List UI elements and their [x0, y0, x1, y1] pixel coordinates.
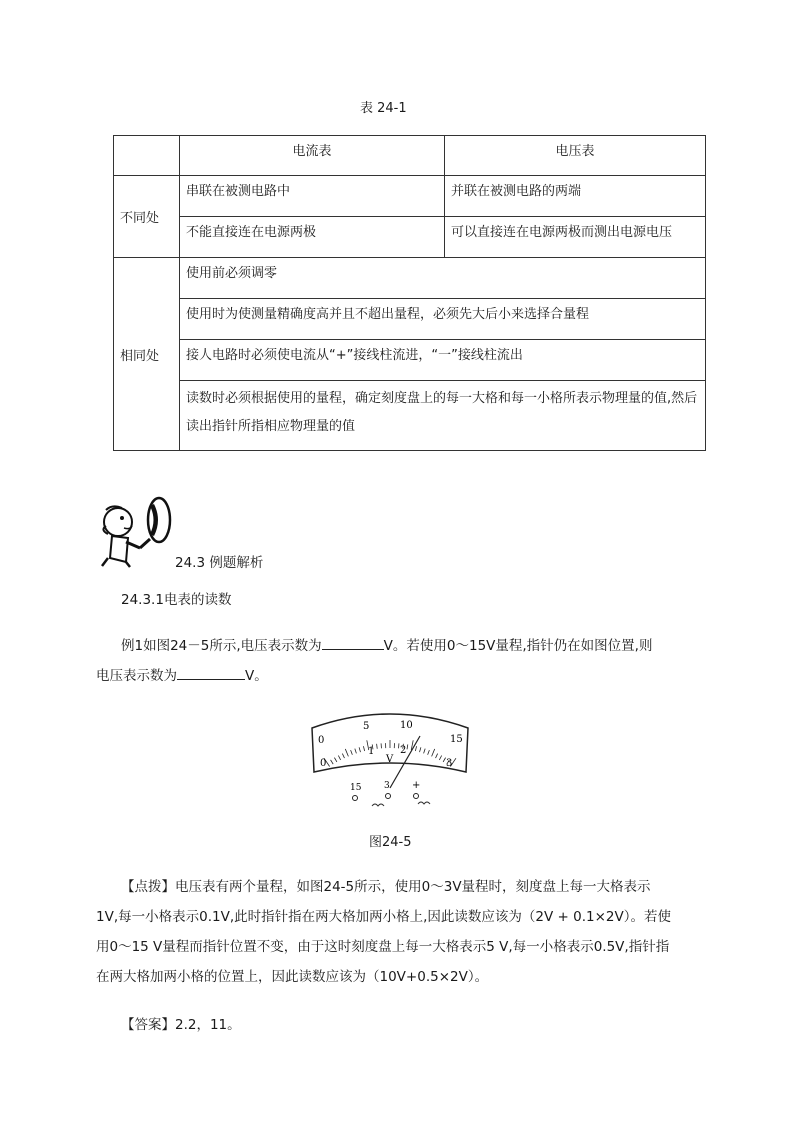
table-row — [114, 136, 706, 176]
terminal-label: 15 — [350, 783, 362, 793]
answer-blank — [177, 665, 245, 680]
table-row — [114, 299, 706, 340]
same-cell: 使用时为使测量精确度高并且不超出量程，必须先大后小来选择合量程 — [180, 299, 706, 340]
diff-cell: 不能直接连在电源两极 — [180, 217, 445, 258]
terminal-post-icon — [353, 796, 358, 801]
cartoon-magnifier-icon — [96, 496, 178, 568]
table-row — [114, 340, 706, 381]
same-cell: 使用前必须调零 — [180, 258, 706, 299]
scale-label: 15 — [450, 734, 463, 745]
header-cell-voltmeter: 电压表 — [445, 136, 706, 176]
diff-cell: 并联在被测电路的两端 — [445, 176, 706, 217]
unit-label: V — [386, 754, 394, 765]
table-row — [114, 258, 706, 299]
voltmeter-figure — [308, 706, 472, 810]
terminal-label: + — [412, 780, 421, 791]
scale-label: 3 — [446, 758, 453, 769]
terminal-post-icon — [414, 794, 419, 799]
example-text: V。 — [245, 668, 268, 684]
scale-label: 2 — [400, 745, 407, 756]
section-title: 24.3 例题解析 — [175, 555, 264, 571]
hint-line: 用0～15 V量程而指针位置不变，由于这时刻度盘上每一大格表示5 V,每一小格表示0.5V,指针指 — [96, 939, 670, 955]
section-subtitle: 24.3.1电表的读数 — [121, 592, 232, 608]
example-line-2 — [96, 661, 268, 692]
example-line-1 — [121, 631, 652, 662]
terminal-post-icon — [386, 794, 391, 799]
example-text: 电压表示数为 — [96, 668, 177, 684]
table-caption: 表 24-1 — [360, 101, 407, 116]
diff-label: 不同处 — [114, 176, 180, 258]
same-cell: 读数时必须根据使用的量程，确定刻度盘上的每一大格和每一小格所表示物理量的值,然后读出指针所指相应物理量的值 — [180, 381, 706, 451]
comparison-table — [113, 135, 706, 451]
scale-label: 10 — [400, 720, 413, 731]
scale-label: 1 — [368, 746, 375, 757]
diff-cell: 可以直接连在电源两极而测出电源电压 — [445, 217, 706, 258]
terminal-label: 3 — [384, 781, 390, 791]
table-row — [114, 217, 706, 258]
example-text: V。若使用0～15V量程,指针仍在如图位置,则 — [383, 638, 653, 654]
answer-blank — [322, 635, 384, 650]
figure-caption: 图24-5 — [369, 835, 412, 850]
table-row — [114, 176, 706, 217]
same-label: 相同处 — [114, 258, 180, 451]
diff-cell: 串联在被测电路中 — [180, 176, 445, 217]
same-cell: 接人电路时必须使电流从“+”接线柱流进，“一”接线柱流出 — [180, 340, 706, 381]
scale-label: 5 — [363, 721, 370, 732]
example-text: 例1如图24－5所示,电压表示数为 — [121, 638, 322, 654]
scale-label: 0 — [318, 735, 325, 746]
table-row — [114, 381, 706, 451]
answer-text: 【答案】2.2，11。 — [121, 1017, 241, 1033]
hint-line: 【点拨】电压表有两个量程，如图24-5所示，使用0～3V量程时，刻度盘上每一大格表示 — [121, 879, 651, 895]
header-cell-ammeter: 电流表 — [180, 136, 445, 176]
header-cell-empty — [114, 136, 180, 176]
hint-line: 1V,每一小格表示0.1V,此时指针指在两大格加两小格上,因此读数应该为（2V + 0.1×2V）。若使 — [96, 909, 671, 925]
hint-line: 在两大格加两小格的位置上，因此读数应该为（10V+0.5×2V）。 — [96, 969, 489, 985]
scale-label: 0 — [320, 758, 327, 769]
